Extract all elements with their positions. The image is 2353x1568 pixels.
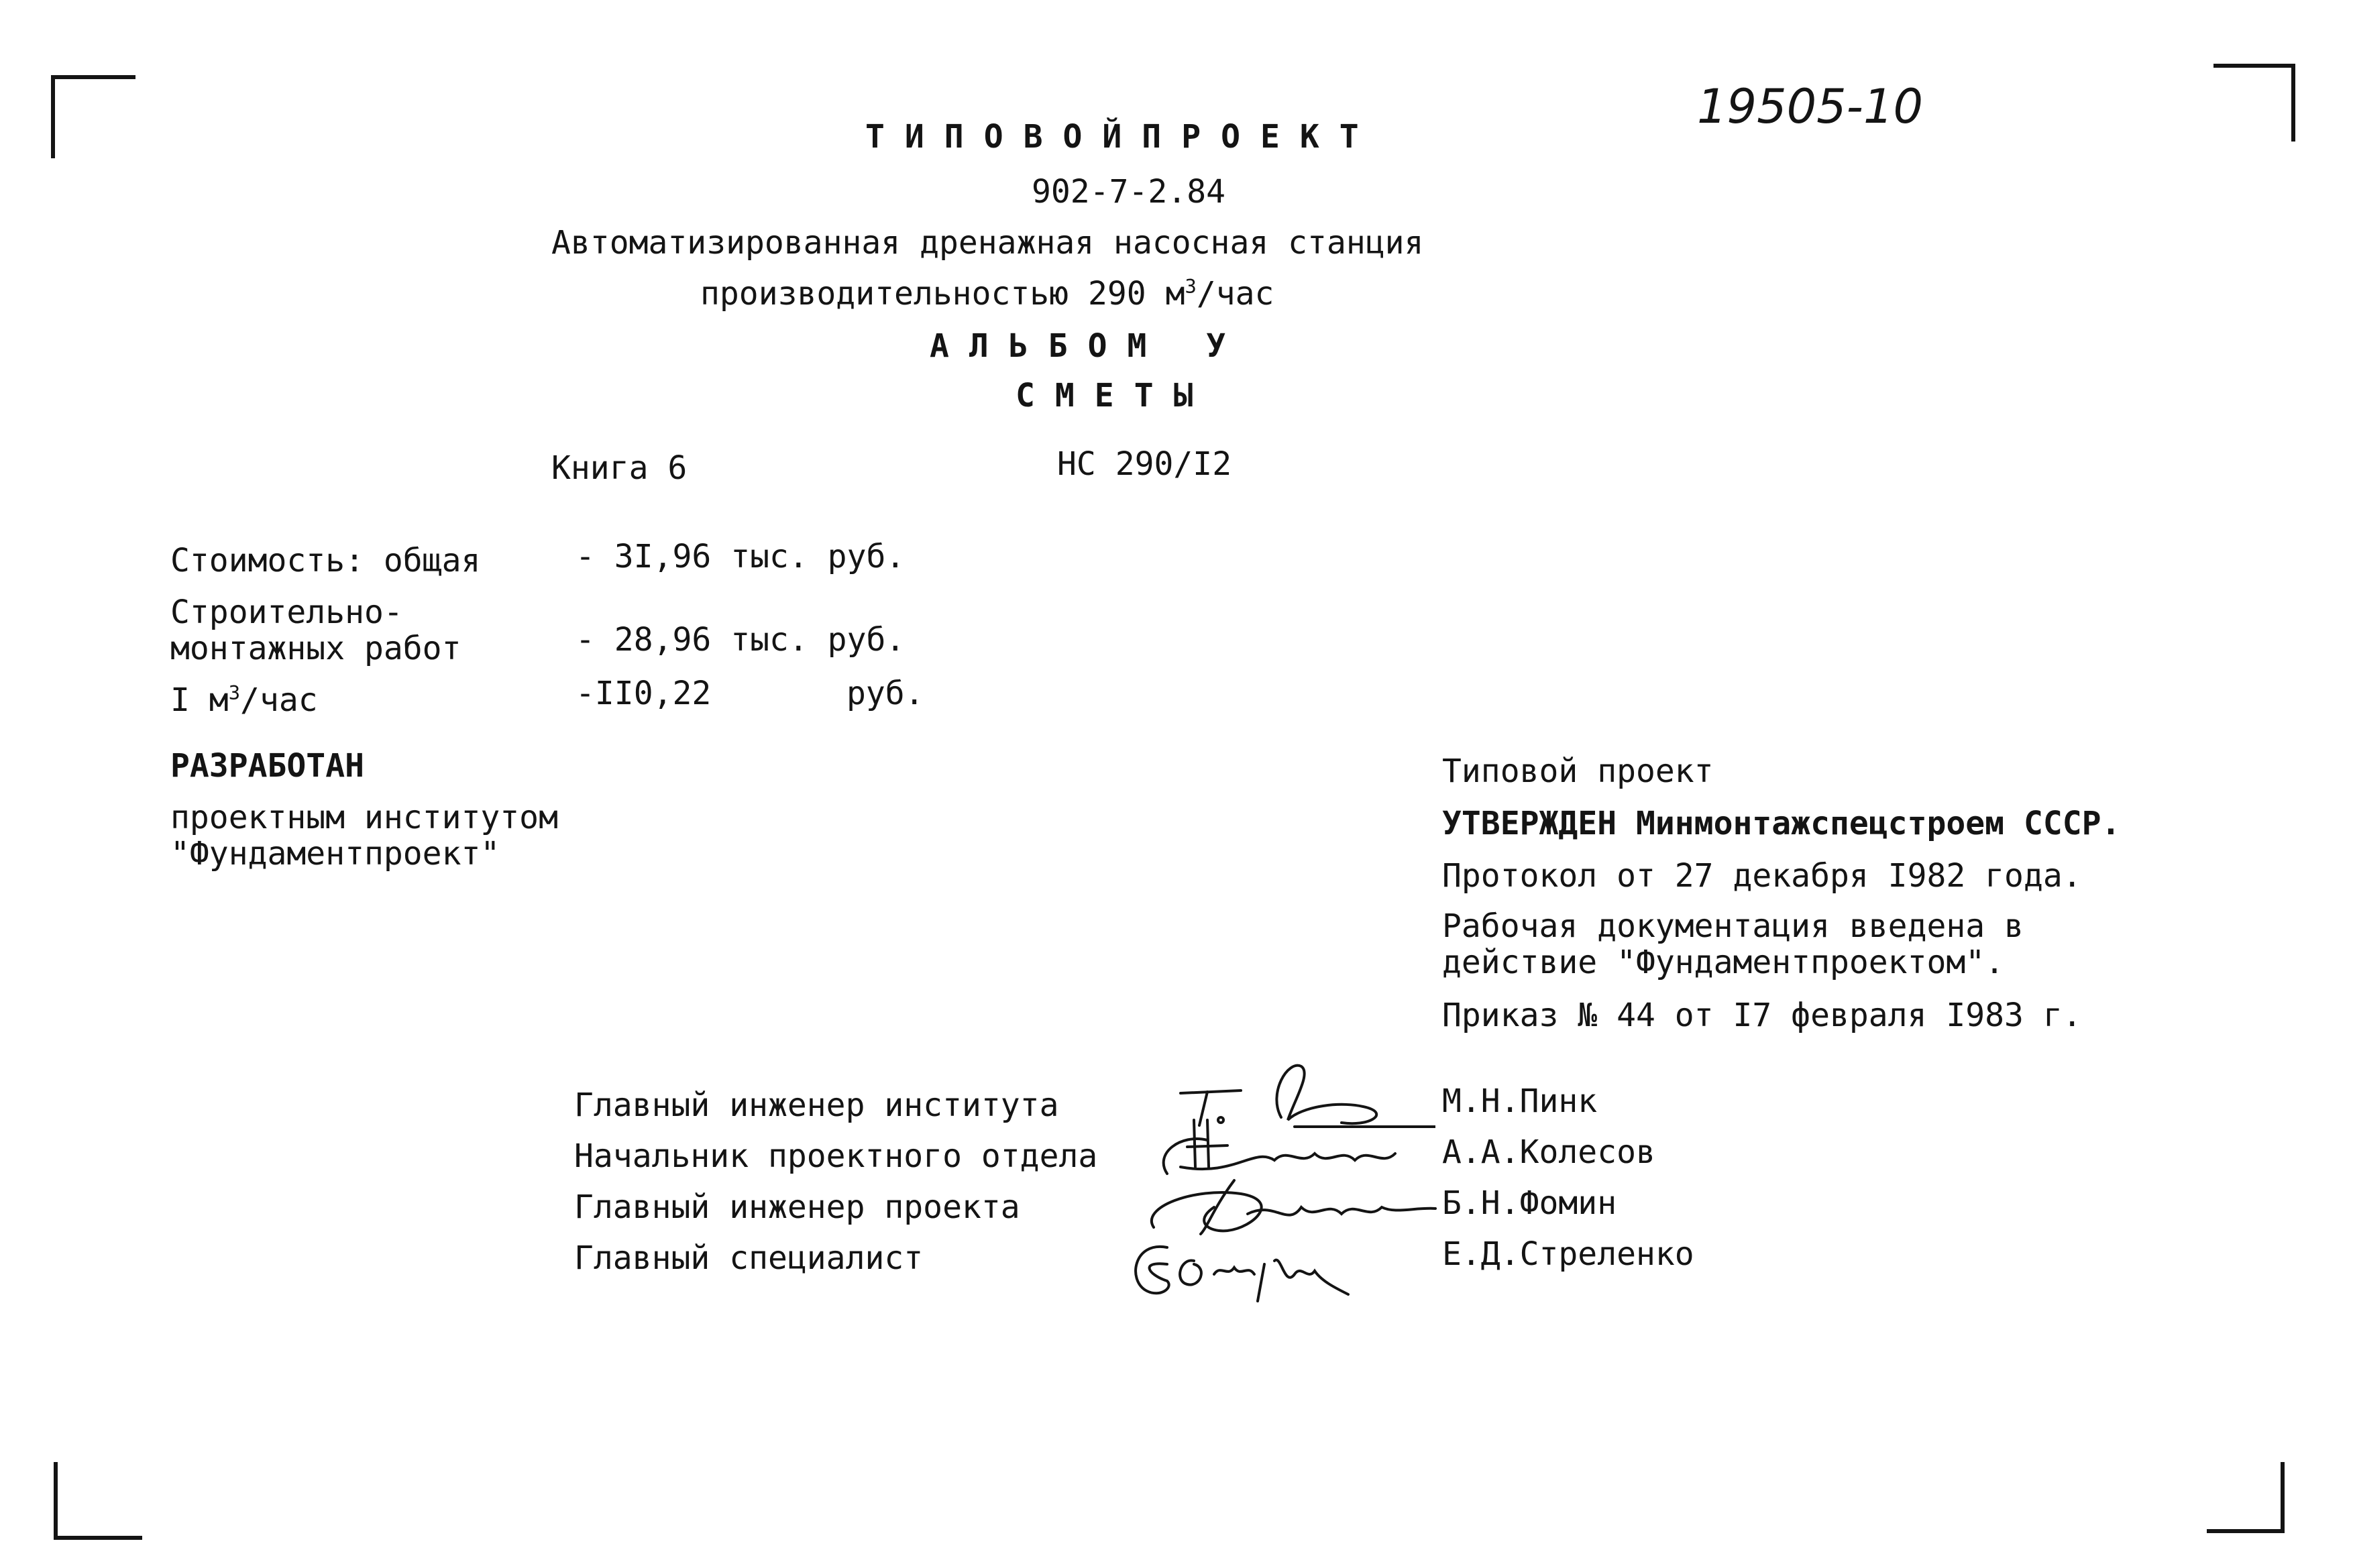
corner-mark-top-right <box>2213 64 2295 142</box>
corner-mark-bottom-left <box>54 1462 142 1540</box>
corner-mark-top-left <box>51 75 135 158</box>
approval-line4: Рабочая документация введена в действие "Фундаментпроектом". <box>1442 907 2024 981</box>
section-title: СМЕТЫ <box>1016 377 1213 414</box>
signatory-role: Главный специалист <box>574 1239 924 1277</box>
developer-heading: РАЗРАБОТАН <box>170 747 364 785</box>
signatory-name: А.А.Колесов <box>1442 1133 1655 1171</box>
corner-mark-bottom-right <box>2207 1462 2285 1533</box>
cost-construction-label: Строительно- монтажных работ <box>170 594 461 667</box>
approval-line3: Протокол от 27 декабря I982 года. <box>1442 857 2082 895</box>
cost-per-unit-value: -II0,22 <box>576 675 712 712</box>
signatory-name: Б.Н.Фомин <box>1442 1184 1617 1222</box>
developer-institute: проектным институтом "Фундаментпроект" <box>170 799 558 873</box>
cost-per-unit-unit: руб. <box>846 675 924 712</box>
cost-per-unit-label: I $м^3$/час <box>170 681 318 719</box>
book-number: Книга 6 <box>551 449 688 487</box>
approval-line1: Типовой проект <box>1442 752 1714 790</box>
signatory-name: М.Н.Пинк <box>1442 1082 1598 1120</box>
signatory-role: Главный инженер проекта <box>574 1188 1020 1226</box>
approval-line5: Приказ № 44 от I7 февраля I983 г. <box>1442 997 2082 1034</box>
approval-line2: УТВЕРЖДЕН Минмонтажспецстроем СССР. <box>1442 805 2121 842</box>
signature-chief-specialist <box>1120 1227 1362 1308</box>
signatory-role: Начальник проектного отдела <box>574 1137 1098 1175</box>
project-title-line1: Автоматизированная дренажная насосная станция <box>551 224 1424 262</box>
signatory-name: Е.Д.Стреленко <box>1442 1235 1694 1273</box>
project-code: 902-7-2.84 <box>1032 173 1225 211</box>
signatory-role: Главный инженер института <box>574 1086 1059 1124</box>
doc-number: 19505-10 <box>1697 79 1924 134</box>
doc-title: ТИПОВОЙПРОЕКТ <box>865 118 1379 156</box>
album-title: АЛЬБОМ У <box>930 327 1246 365</box>
cost-total-label: Стоимость: общая <box>170 542 481 579</box>
cost-construction-value: - 28,96 тыс. руб. <box>576 621 906 659</box>
doc-code: НС 290/I2 <box>1057 445 1232 483</box>
project-title-line2: производительностью 290 $м^3$/час <box>700 275 1274 313</box>
cost-total-value: - 3I,96 тыс. руб. <box>576 538 906 575</box>
